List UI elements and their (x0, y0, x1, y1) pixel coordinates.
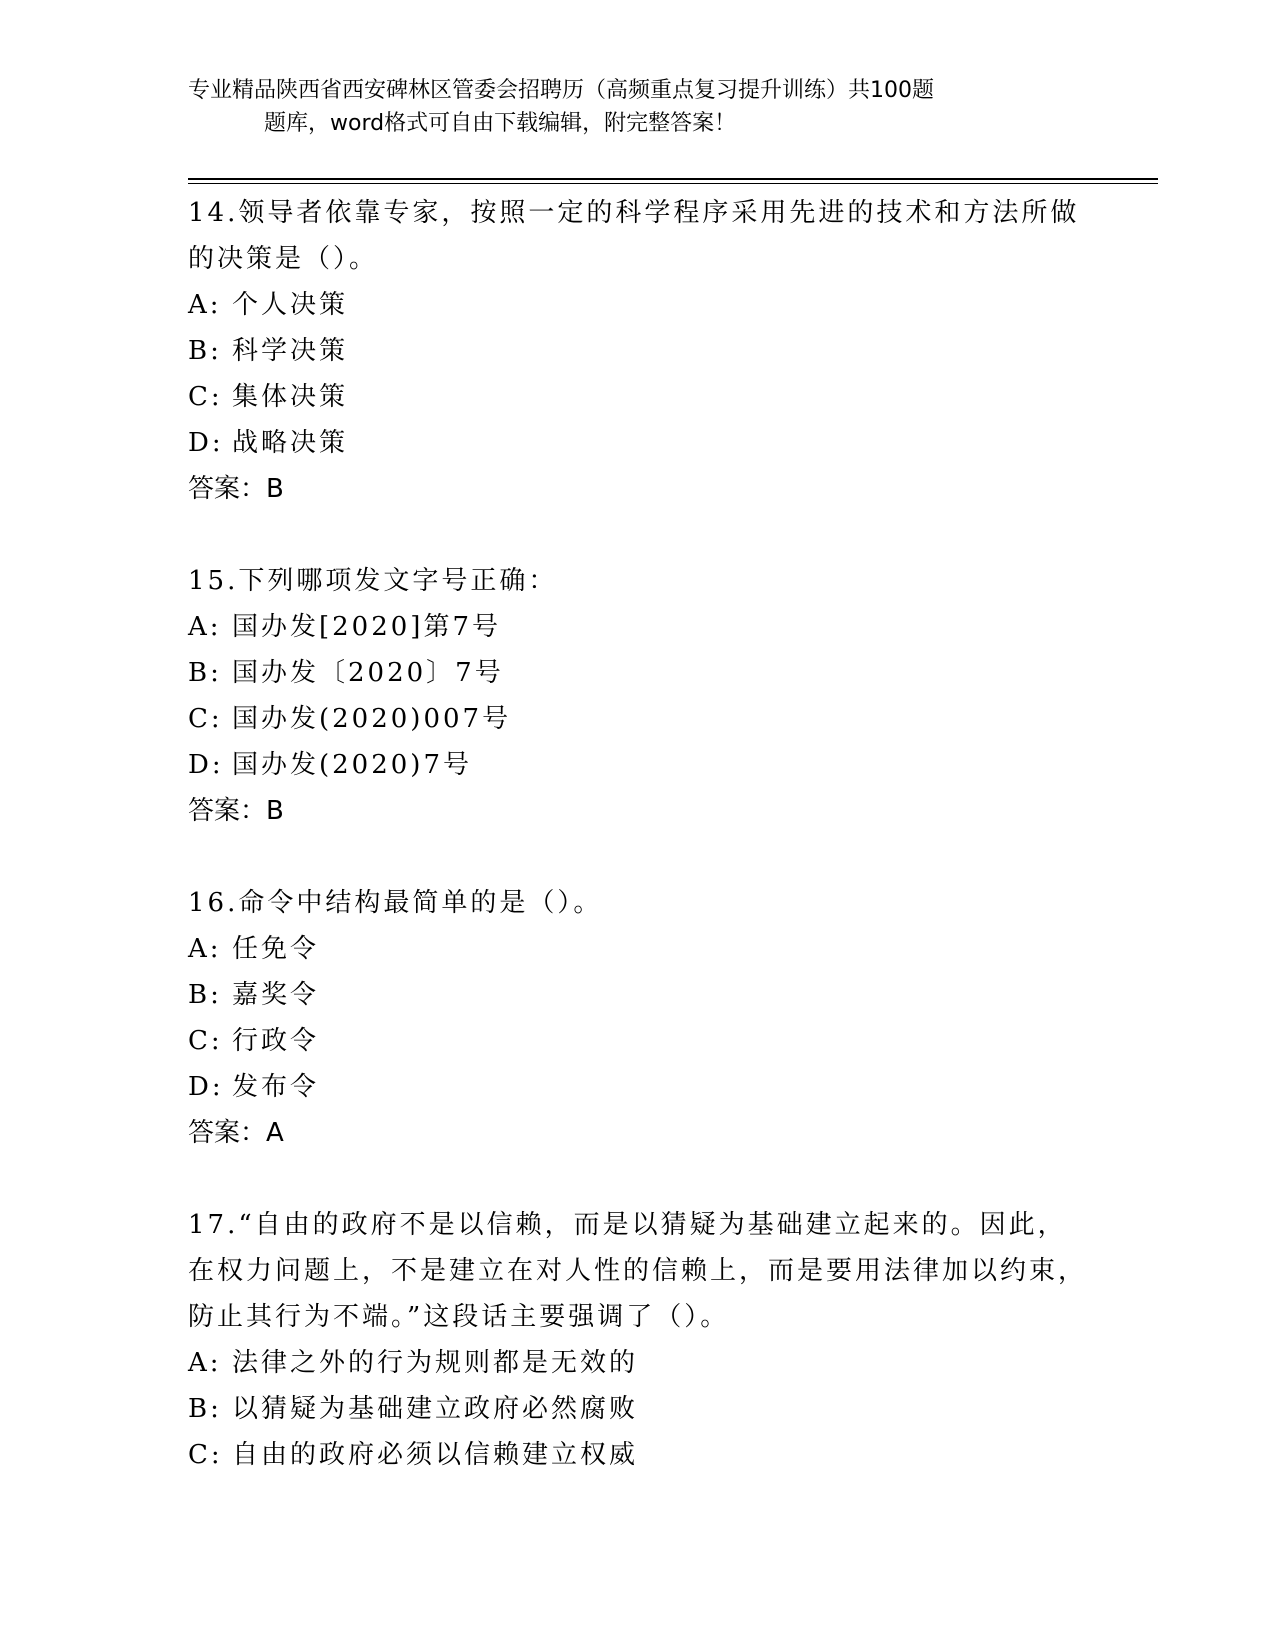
option-text: 以猜疑为基础建立政府必然腐败 (232, 1394, 639, 1424)
question-text: 17.“自由的政府不是以信赖，而是以猜疑为基础建立起来的。因此，在权力问题上，不是建立在对人性的信赖上，而是要用法律加以约束，防止其行为不端。”这段话主要强调了（）。 (188, 1210, 1088, 1332)
option-c (188, 374, 1088, 420)
option-letter: A: (188, 612, 222, 642)
option-a (188, 604, 1088, 650)
answer-line: 答案：B (188, 474, 284, 504)
question-list (188, 190, 1088, 1524)
option-letter: C: (188, 1026, 223, 1056)
option-text: 国办发〔2020〕7号 (232, 658, 504, 688)
question-item (188, 558, 1088, 834)
option-text: 自由的政府必须以信赖建立权威 (232, 1440, 639, 1470)
option-text: 嘉奖令 (232, 980, 320, 1010)
option-text: 战略决策 (232, 428, 349, 458)
option-text: 任免令 (232, 934, 320, 964)
option-text: 个人决策 (232, 290, 349, 320)
option-letter: B: (188, 1394, 222, 1424)
option-letter: B: (188, 336, 222, 366)
option-b (188, 972, 1088, 1018)
option-c (188, 1432, 1088, 1478)
option-letter: D: (188, 428, 224, 458)
option-a (188, 282, 1088, 328)
option-d (188, 420, 1088, 466)
option-letter: D: (188, 750, 224, 780)
option-text: 国办发(2020)007号 (232, 704, 512, 734)
question-text: 15.下列哪项发文字号正确： (188, 566, 558, 596)
option-a (188, 1340, 1088, 1386)
option-letter: A: (188, 1348, 222, 1378)
option-text: 法律之外的行为规则都是无效的 (232, 1348, 639, 1378)
option-text: 科学决策 (232, 336, 349, 366)
option-a (188, 926, 1088, 972)
header-divider-thin (188, 183, 1158, 184)
option-text: 国办发[2020]第7号 (232, 612, 501, 642)
question-text: 16.命令中结构最简单的是（）。 (188, 888, 603, 918)
header-title-line-1: 专业精品陕西省西安碑林区管委会招聘历（高频重点复习提升训练）共100题 (188, 78, 934, 103)
option-c (188, 696, 1088, 742)
option-c (188, 1018, 1088, 1064)
option-letter: C: (188, 1440, 223, 1470)
header-title-line-2: 题库，word格式可自由下载编辑，附完整答案！ (264, 111, 737, 136)
question-item (188, 880, 1088, 1156)
option-b (188, 328, 1088, 374)
option-letter: B: (188, 980, 222, 1010)
question-text: 14.领导者依靠专家，按照一定的科学程序采用先进的技术和方法所做的决策是（）。 (188, 198, 1080, 274)
option-letter: A: (188, 934, 222, 964)
answer-line: 答案：B (188, 796, 284, 826)
option-text: 国办发(2020)7号 (232, 750, 472, 780)
option-d (188, 742, 1088, 788)
option-b (188, 1386, 1088, 1432)
option-d (188, 1064, 1088, 1110)
header-divider-thick (188, 178, 1158, 180)
option-letter: C: (188, 382, 223, 412)
question-item (188, 190, 1088, 512)
option-letter: C: (188, 704, 223, 734)
question-item (188, 1202, 1088, 1478)
option-text: 集体决策 (232, 382, 349, 412)
option-letter: D: (188, 1072, 224, 1102)
option-text: 行政令 (232, 1026, 320, 1056)
option-text: 发布令 (232, 1072, 320, 1102)
option-letter: A: (188, 290, 222, 320)
option-b (188, 650, 1088, 696)
option-letter: B: (188, 658, 222, 688)
document-header (188, 74, 1048, 140)
answer-line: 答案：A (188, 1118, 284, 1148)
